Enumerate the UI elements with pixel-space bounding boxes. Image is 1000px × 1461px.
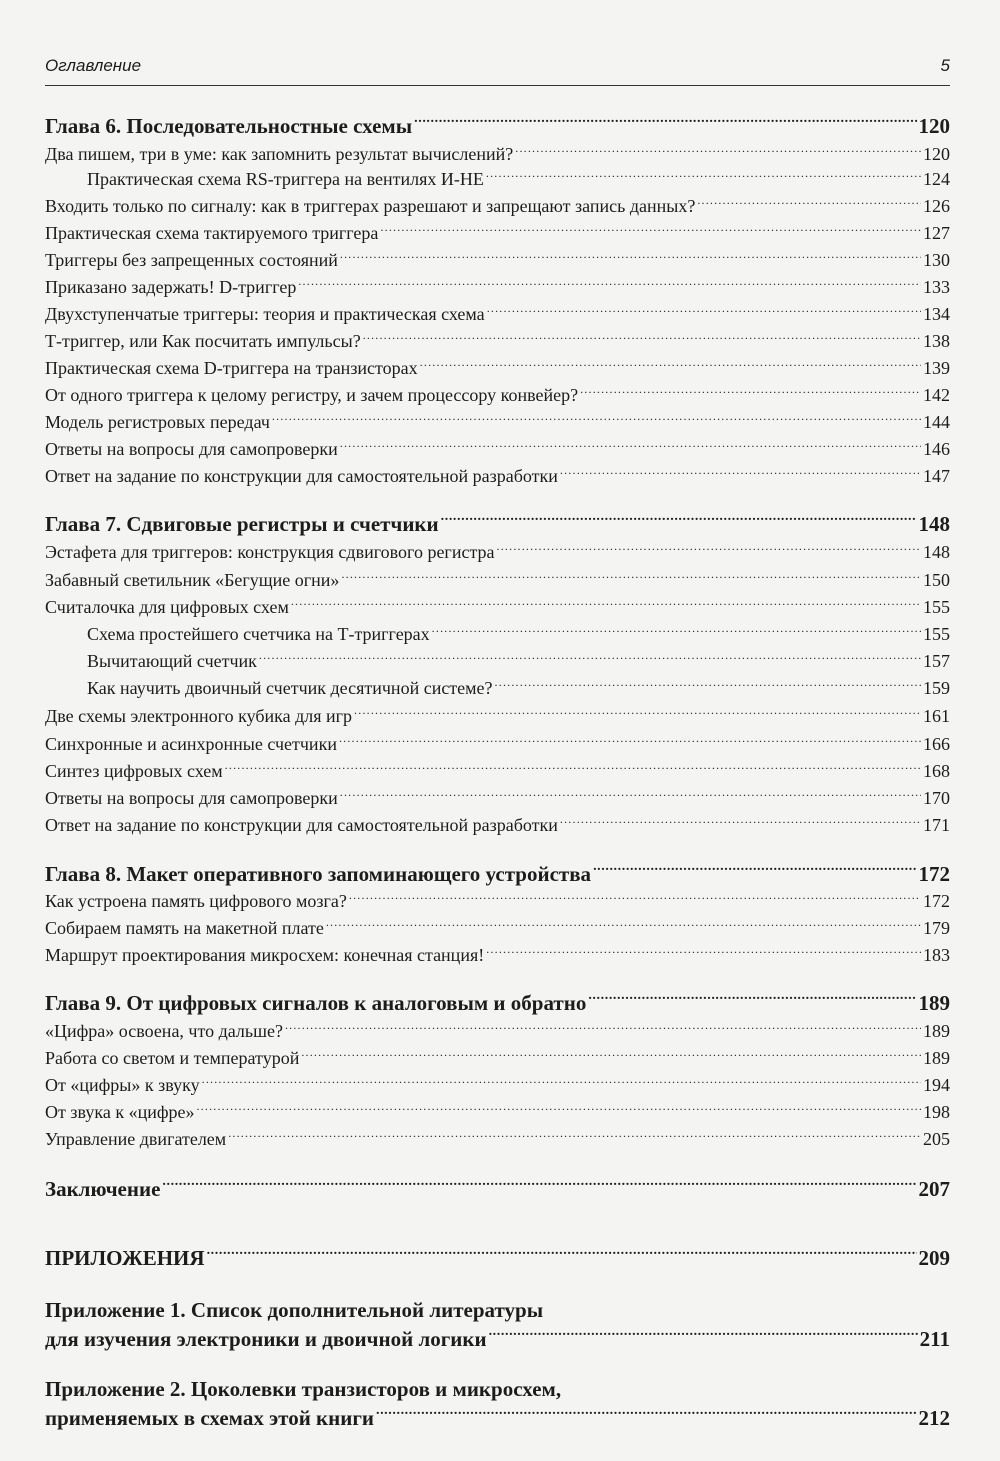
toc-entry[interactable] <box>45 568 950 592</box>
toc-entry[interactable] <box>45 302 950 326</box>
toc-entry-page: 150 <box>923 570 950 590</box>
toc-entry-page: 171 <box>923 815 950 835</box>
toc-page <box>45 0 950 1461</box>
toc-entry[interactable] <box>45 732 950 756</box>
toc-entry[interactable] <box>45 1100 950 1124</box>
toc-entry-title: Управление двигателем <box>45 1129 227 1149</box>
toc-entry-page: 212 <box>918 1406 950 1430</box>
toc-entry[interactable] <box>45 410 950 434</box>
dot-leader <box>363 329 921 347</box>
toc-entry-title: Как научить двоичный счетчик десятичной системе? <box>87 678 493 698</box>
toc-entry[interactable] <box>45 916 950 940</box>
toc-entry-title: Работа со светом и температурой <box>45 1048 300 1068</box>
dot-leader <box>259 649 921 667</box>
toc-entry[interactable] <box>45 1127 950 1151</box>
dot-leader <box>432 622 921 640</box>
toc-appendices[interactable] <box>45 1244 950 1272</box>
toc-entry-title: Двухступенчатые триггеры: теория и практическая схема <box>45 304 485 324</box>
dot-leader <box>560 464 921 482</box>
toc-entry[interactable] <box>45 1019 950 1043</box>
toc-entry-title: Т-триггер, или Как посчитать импульсы? <box>45 331 361 351</box>
toc-entry[interactable] <box>45 889 950 913</box>
toc-entry-title: Ответы на вопросы для самопроверки <box>45 788 338 808</box>
toc-entry-title: Как устроена память цифрового мозга? <box>45 891 347 911</box>
toc-entry-page: 183 <box>923 945 950 965</box>
toc-entry-page: 168 <box>923 761 950 781</box>
toc-entry-title: Два пишем, три в уме: как запомнить результат вычислений? <box>45 144 514 164</box>
toc-entry[interactable] <box>45 813 950 837</box>
toc-entry-title: Глава 8. Макет оперативного запоминающего устройства <box>45 862 592 886</box>
toc-chapter-6[interactable] <box>45 112 950 140</box>
toc-entry-title: Заключение <box>45 1177 161 1201</box>
toc-entry-page: 155 <box>923 597 950 617</box>
dot-leader <box>487 302 921 320</box>
toc-entry[interactable] <box>45 221 950 245</box>
dot-leader <box>339 732 921 750</box>
toc-entry-page: 159 <box>923 678 950 698</box>
toc-appendix-1[interactable] <box>45 1325 950 1353</box>
toc-entry-title: От «цифры» к звуку <box>45 1075 200 1095</box>
toc-entry-page: 172 <box>923 891 950 911</box>
toc-entry-page: 194 <box>923 1075 950 1095</box>
toc-entry[interactable] <box>45 1073 950 1097</box>
toc-appendix-2[interactable] <box>45 1404 950 1432</box>
toc-entry-title: Схема простейшего счетчика на Т-триггерах <box>87 624 430 644</box>
dot-leader <box>341 568 921 586</box>
toc-entry[interactable] <box>45 329 950 353</box>
dot-leader <box>580 383 921 401</box>
toc-entry[interactable] <box>45 437 950 461</box>
toc-entry-title: Ответ на задание по конструкции для самостоятельной разработки <box>45 815 558 835</box>
toc-entry-title: Глава 7. Сдвиговые регистры и счетчики <box>45 512 439 536</box>
dot-leader <box>228 1127 921 1145</box>
running-header <box>45 56 950 84</box>
toc-entry[interactable] <box>45 194 950 218</box>
dot-leader <box>414 112 916 133</box>
toc-entry-page: 189 <box>918 991 950 1015</box>
toc-conclusion[interactable] <box>45 1175 950 1203</box>
toc-entry-page: 138 <box>923 331 950 351</box>
toc-entry-title: Ответы на вопросы для самопроверки <box>45 439 338 459</box>
toc-entry-page: 157 <box>923 651 950 671</box>
page-number: 5 <box>940 56 950 75</box>
dot-leader <box>291 595 921 613</box>
toc-entry-page: 148 <box>923 542 950 562</box>
toc-entry-page: 172 <box>918 862 950 886</box>
toc-entry-page: 134 <box>923 304 950 324</box>
toc-entry-page: 209 <box>918 1246 950 1270</box>
header-rule <box>45 85 950 86</box>
toc-entry-page: 207 <box>918 1177 950 1201</box>
dot-leader <box>196 1100 921 1118</box>
toc-entry-page: 120 <box>918 114 950 138</box>
toc-entry-page: 147 <box>923 466 950 486</box>
dot-leader <box>486 167 921 185</box>
toc-entry-page: 211 <box>919 1327 950 1351</box>
toc-entry-page: 166 <box>923 734 950 754</box>
toc-entry-page: 139 <box>923 358 950 378</box>
dot-leader <box>272 410 921 428</box>
toc-entry-title: Триггеры без запрещенных состояний <box>45 250 338 270</box>
dot-leader <box>380 221 921 239</box>
toc-entry-title: Практическая схема тактируемого триггера <box>45 223 379 243</box>
toc-entry-title: «Цифра» освоена, что дальше? <box>45 1021 283 1041</box>
dot-leader <box>285 1019 921 1037</box>
toc-entry-title: Синтез цифровых схем <box>45 761 223 781</box>
dot-leader <box>225 759 921 777</box>
toc-entry-title: применяемых в схемах этой книги <box>45 1406 374 1430</box>
toc-entry-page: 126 <box>923 196 950 216</box>
toc-entry[interactable] <box>45 595 950 619</box>
toc-entry[interactable] <box>45 248 950 272</box>
toc-entry[interactable] <box>45 464 950 488</box>
toc-entry-page: 146 <box>923 439 950 459</box>
toc-entry-page: 144 <box>923 412 950 432</box>
dot-leader <box>420 356 921 374</box>
dot-leader <box>697 194 921 212</box>
dot-leader <box>441 510 917 531</box>
dot-leader <box>349 889 921 907</box>
toc-entry[interactable] <box>45 943 950 967</box>
toc-entry-page: 161 <box>923 706 950 726</box>
toc-entry-title: Вычитающий счетчик <box>87 651 257 671</box>
toc-entry[interactable] <box>45 356 950 380</box>
toc-entry-page: 189 <box>923 1048 950 1068</box>
toc-entry-title: От звука к «цифре» <box>45 1102 195 1122</box>
dot-leader <box>340 437 921 455</box>
toc-entry-title: для изучения электроники и двоичной логики <box>45 1327 487 1351</box>
toc-entry[interactable] <box>45 786 950 810</box>
toc-entry-title: Практическая схема D-триггера на транзисторах <box>45 358 418 378</box>
dot-leader <box>560 813 921 831</box>
dot-leader <box>593 860 916 881</box>
toc-subentry[interactable] <box>87 649 950 673</box>
toc-entry-title: Модель регистровых передач <box>45 412 270 432</box>
dot-leader <box>326 916 921 934</box>
dot-leader <box>489 1325 918 1346</box>
dot-leader <box>301 1046 921 1064</box>
toc-entry-title: Входить только по сигналу: как в триггерах разрешают и запрещают запись данных? <box>45 196 696 216</box>
toc-entry-title: Глава 9. От цифровых сигналов к аналоговым и обратно <box>45 991 587 1015</box>
toc-subentry[interactable] <box>87 167 950 191</box>
toc-entry-page: 179 <box>923 918 950 938</box>
toc-entry-title: Считалочка для цифровых схем <box>45 597 289 617</box>
toc-entry-page: 148 <box>918 512 950 536</box>
dot-leader <box>486 943 921 961</box>
dot-leader <box>207 1244 917 1265</box>
toc-entry-title: Забавный светильник «Бегущие огни» <box>45 570 340 590</box>
toc-entry-page: 133 <box>923 277 950 297</box>
toc-entry[interactable] <box>45 275 950 299</box>
toc-entry-title: Собираем память на макетной плате <box>45 918 324 938</box>
toc-entry[interactable] <box>45 142 950 166</box>
dot-leader <box>354 704 921 722</box>
toc-chapter-7[interactable] <box>45 510 950 538</box>
toc-entry-title: Две схемы электронного кубика для игр <box>45 706 353 726</box>
toc-entry-page: 127 <box>923 223 950 243</box>
dot-leader <box>340 786 921 804</box>
toc-entry[interactable] <box>45 383 950 407</box>
toc-entry-page: 142 <box>923 385 950 405</box>
toc-entry[interactable] <box>45 704 950 728</box>
toc-entry-title: Ответ на задание по конструкции для самостоятельной разработки <box>45 466 558 486</box>
dot-leader <box>340 248 921 266</box>
toc-entry-title: Маршрут проектирования микросхем: конечная станция! <box>45 945 485 965</box>
toc-entry-page: 198 <box>923 1102 950 1122</box>
toc-entry-title: От одного триггера к целому регистру, и зачем процессору конвейер? <box>45 385 579 405</box>
dot-leader <box>588 989 916 1010</box>
toc-chapter-8[interactable] <box>45 860 950 888</box>
toc-entry-page: 189 <box>923 1021 950 1041</box>
dot-leader <box>202 1073 921 1091</box>
toc-chapter-9[interactable] <box>45 989 950 1017</box>
toc-entry-page: 155 <box>923 624 950 644</box>
toc-subentry[interactable] <box>87 676 950 700</box>
toc-entry-title: Глава 6. Последовательностные схемы <box>45 114 413 138</box>
toc-entry-title: Синхронные и асинхронные счетчики <box>45 734 337 754</box>
toc-subentry[interactable] <box>87 622 950 646</box>
dot-leader <box>162 1175 916 1196</box>
toc-entry[interactable] <box>45 759 950 783</box>
dot-leader <box>495 676 921 694</box>
running-header-title: Оглавление <box>45 56 142 75</box>
toc-entry-title: Приказано задержать! D-триггер <box>45 277 297 297</box>
toc-appendix-1-title-line: Приложение 1. Список дополнительной литературы <box>45 1298 544 1322</box>
toc-entry-page: 205 <box>923 1129 950 1149</box>
toc-entry-title: ПРИЛОЖЕНИЯ <box>45 1246 205 1270</box>
dot-leader <box>497 540 921 558</box>
dot-leader <box>376 1404 917 1425</box>
dot-leader <box>298 275 921 293</box>
toc-entry-page: 130 <box>923 250 950 270</box>
toc-entry-page: 124 <box>923 169 950 189</box>
toc-entry-title: Эстафета для триггеров: конструкция сдвигового регистра <box>45 542 495 562</box>
toc-entry-page: 170 <box>923 788 950 808</box>
toc-entry-page: 120 <box>923 144 950 164</box>
dot-leader <box>515 142 921 160</box>
toc-entry-title: Практическая схема RS-триггера на вентилях И-НЕ <box>87 169 484 189</box>
toc-appendix-2-title-line: Приложение 2. Цоколевки транзисторов и микросхем, <box>45 1377 562 1401</box>
toc-entry[interactable] <box>45 540 950 564</box>
toc-entry[interactable] <box>45 1046 950 1070</box>
